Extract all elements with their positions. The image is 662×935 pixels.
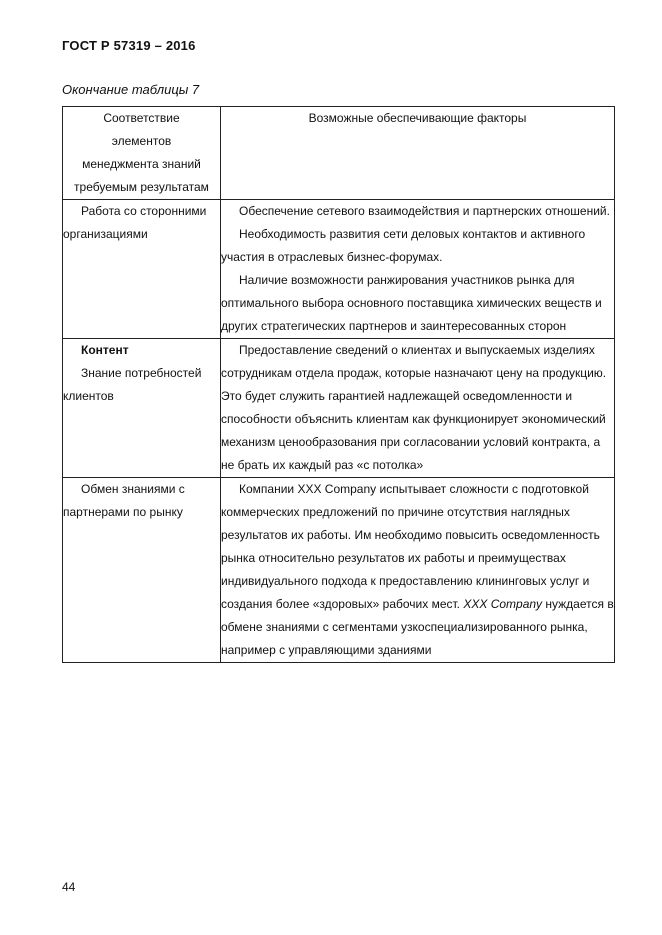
page-number: 44	[62, 880, 76, 894]
row-right-cell	[221, 478, 615, 663]
company-name-italic: XXX Company	[463, 597, 543, 611]
table-row	[63, 339, 615, 478]
table-row	[63, 478, 615, 663]
row-text-part: Компании XXX Company испытывает сложности с подготовкой коммерческих предложений по причине отсутствия наглядных результатов их работы. Им необходимо повысить осведомленность рынка относительно результатов их работы и преимуществах индивидуального подхода к предоставлению клининговых услуг и создания более «здоровых» рабочих мест.	[221, 482, 600, 611]
row-paragraph: Наличие возможности ранжирования участников рынка для оптимального выбора основного поставщика химических веществ и других стратегических партнеров и заинтересованных сторон	[221, 273, 602, 333]
row-paragraph: Необходимость развития сети деловых контактов и активного участия в отраслевых бизнес-форумах.	[221, 227, 586, 264]
col1-header	[63, 107, 221, 200]
row-paragraph	[221, 478, 614, 662]
row-paragraph: Предоставление сведений о клиентах и выпускаемых изделиях сотрудникам отдела продаж, которые назначают цену на продукцию. Это будет служить гарантией надлежащей осведомленности и способности объяснить клиентам как функционирует экономический механизм ценообразования при согласовании условий контракта, а не брать их каждый раз «с потолка»	[221, 343, 607, 472]
col1-header-line: требуемым результатам	[74, 180, 209, 194]
row-paragraph: Обеспечение сетевого взаимодействия и партнерских отношений.	[239, 204, 610, 218]
row-text-part: нуждается в обмене знаниями с сегментами узкоспециализированного рынка, например с управляющими зданиями	[221, 597, 614, 657]
row-left-text: Обмен знаниями с партнерами по рынку	[63, 482, 185, 519]
row-left-heading: Контент	[81, 343, 129, 357]
factors-table	[62, 106, 615, 663]
table-caption: Окончание таблицы 7	[62, 82, 200, 97]
row-right-cell	[221, 339, 615, 478]
row-left-cell	[63, 478, 221, 663]
table-container	[62, 106, 615, 663]
col2-header: Возможные обеспечивающие факторы	[221, 107, 615, 200]
standard-header: ГОСТ Р 57319 – 2016	[62, 38, 196, 53]
row-right-cell	[221, 200, 615, 339]
col1-header-line: Соответствие	[103, 111, 180, 125]
row-left-text: Знание потребностей клиентов	[63, 366, 202, 403]
row-left-cell	[63, 339, 221, 478]
col1-header-line: элементов	[111, 134, 172, 148]
row-left-text: Работа со сторонними организациями	[63, 204, 207, 241]
table-row	[63, 200, 615, 339]
row-left-cell	[63, 200, 221, 339]
col1-header-line: менеджмента знаний	[82, 157, 201, 171]
table-header-row	[63, 107, 615, 200]
